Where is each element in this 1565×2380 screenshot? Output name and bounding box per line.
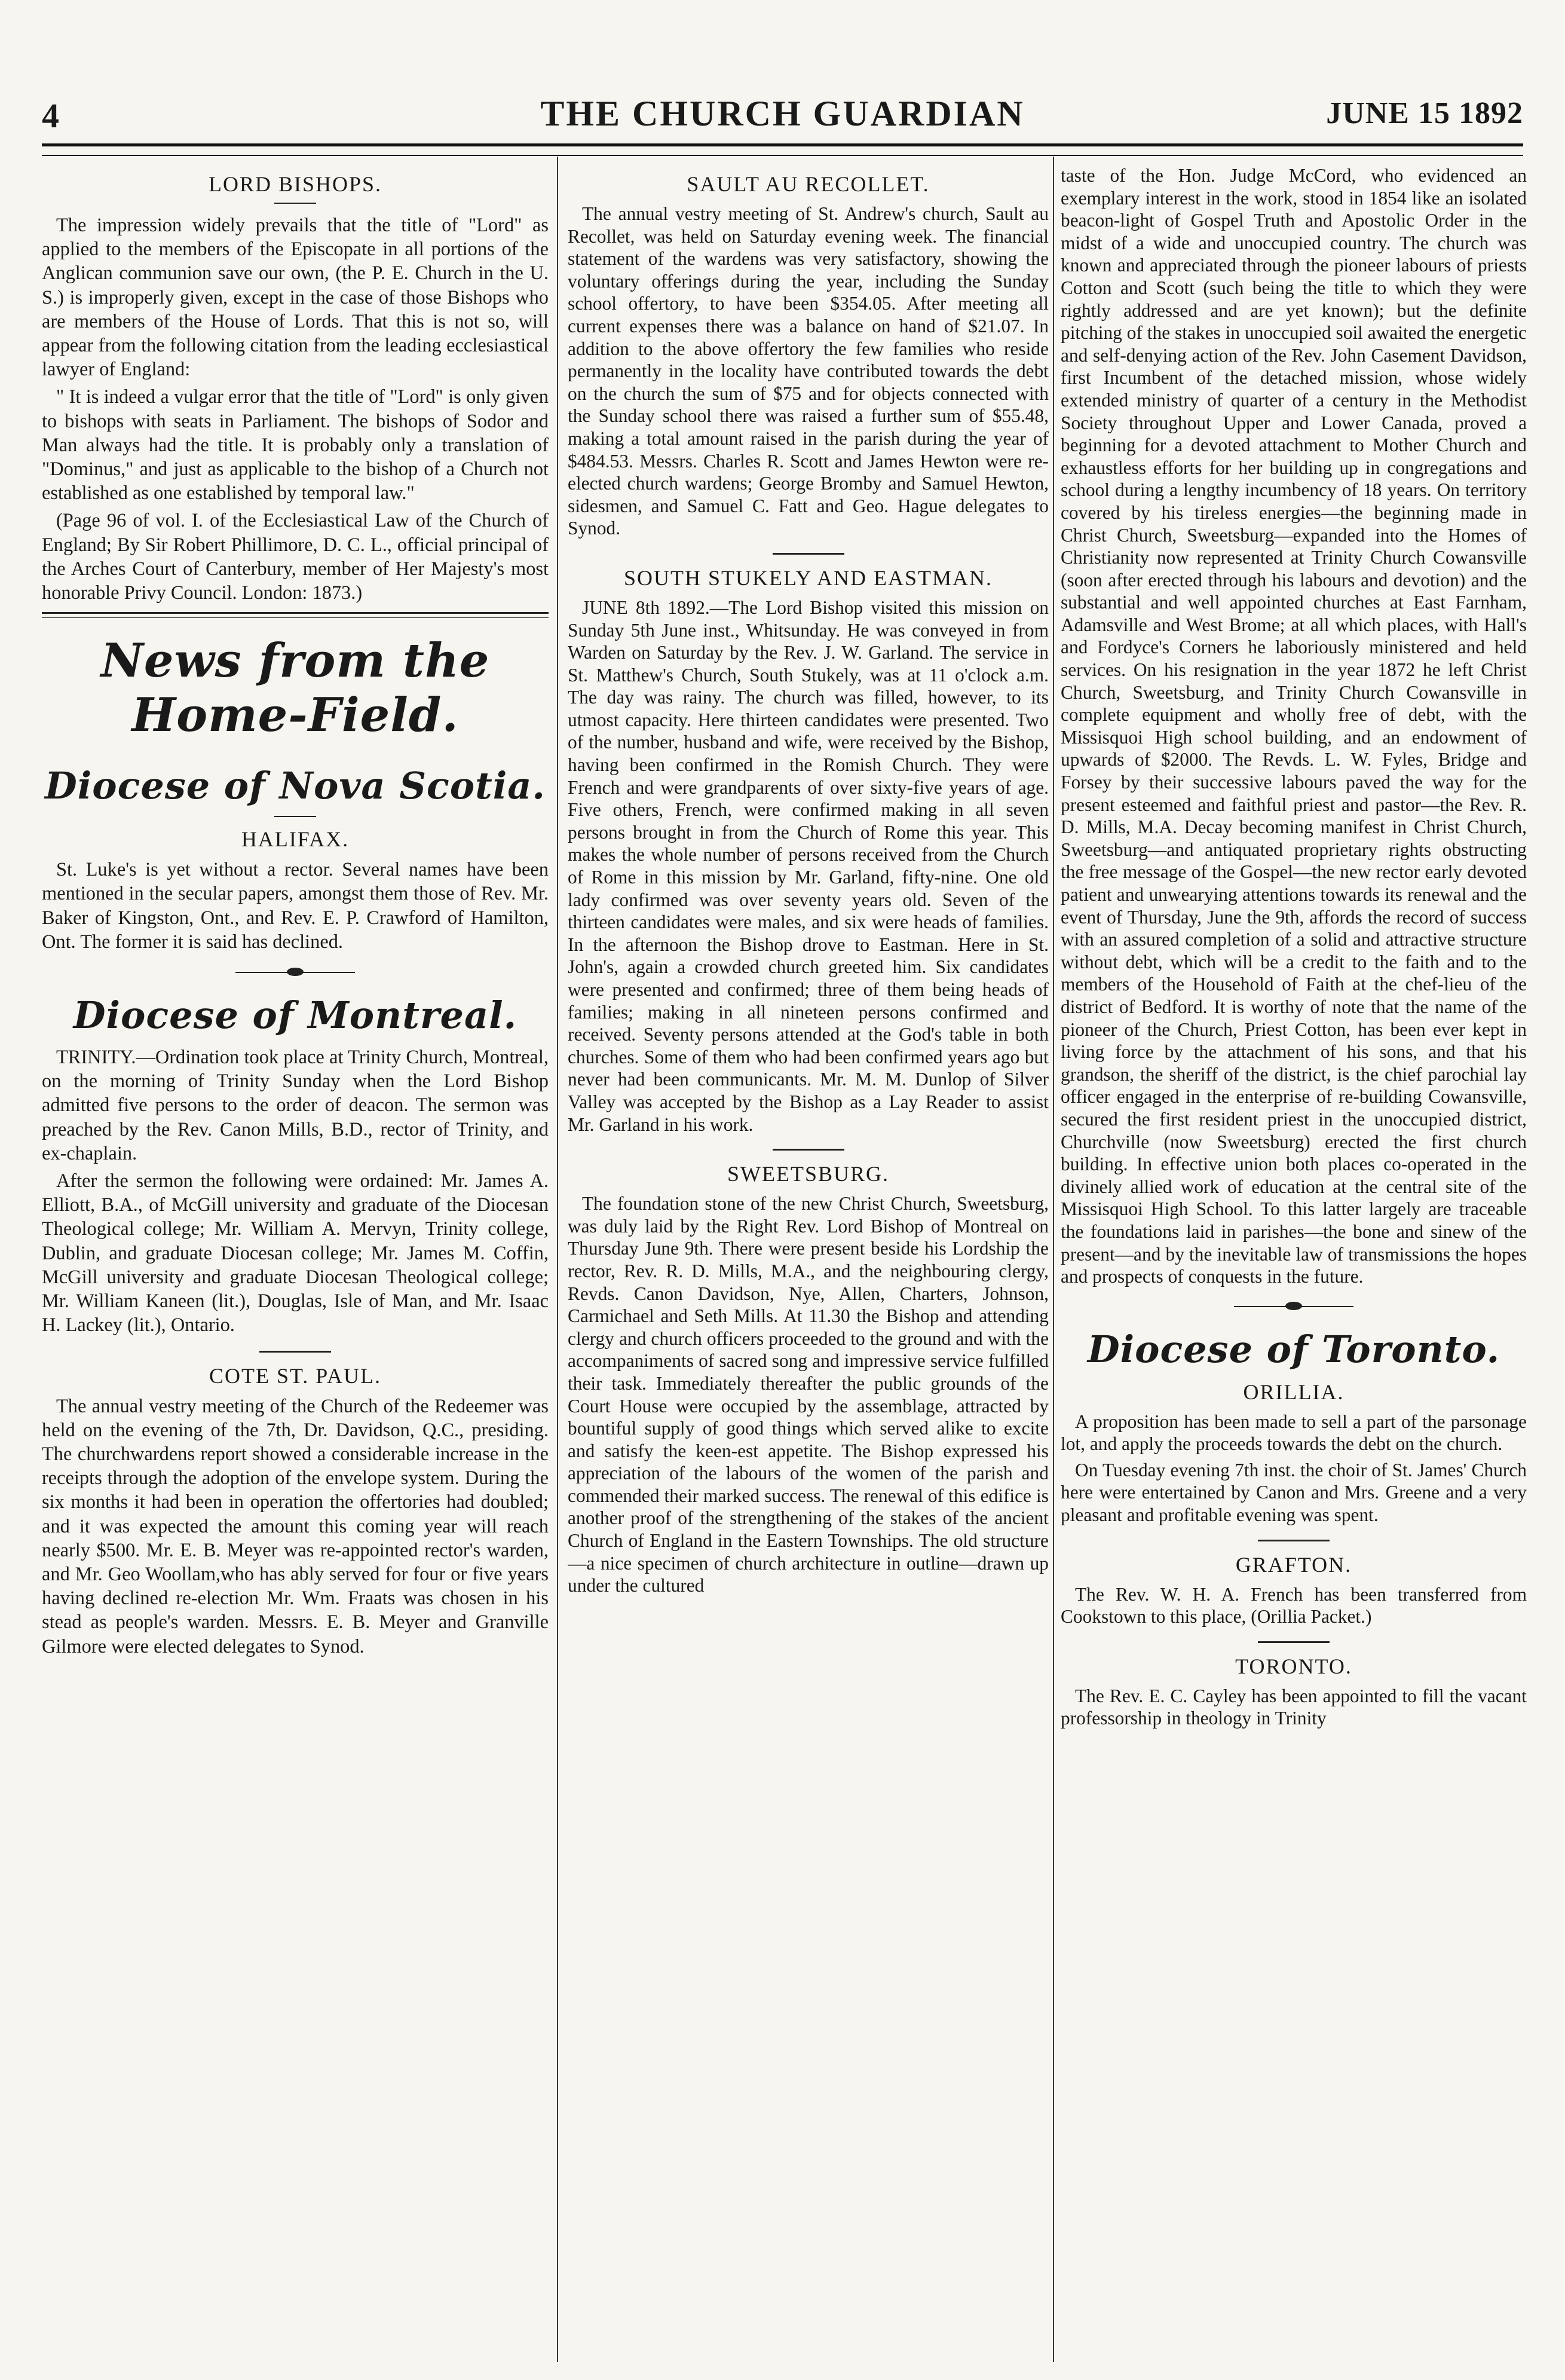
subheading-grafton: GRAFTON. — [1235, 1552, 1352, 1577]
news-section-heading: News from the Home-Field. — [100, 634, 490, 743]
short-divider — [773, 553, 844, 555]
issue-date: JUNE 15 1892 — [1326, 96, 1523, 130]
article-paragraph: After the sermon the following were ordained: Mr. James A. Elliott, B.A., of McGill university and graduate of the Diocesan Theological college; Mr. William A. Mervyn, Trinity college, Dublin, and graduate Diocesan college; Mr. James M. Coffin, McGill university and graduate Diocesan Theological college; Mr. William Kaneen (lit.), Douglas, Isle of Man, and Mr. Isaac H. Lackey (lit.), Ontario. — [42, 1170, 549, 1336]
diocese-heading-montreal: Diocese of Montreal. — [73, 993, 517, 1038]
article-paragraph: The annual vestry meeting of St. Andrew's church, Sault au Recollet, was held on Saturday evening week. The financial statement of the wardens was very satisfactory, showing the voluntary offerings during the year, including the Sunday school offertory, to have been $354.05. After meeting all current expenses there was a balance on hand of $21.07. In addition to the above offertory the few families who reside permanently in the locality have contributed towards the debt on the church the sum of $75 and for objects connected with the Sunday school there was raised a further sum of $55.48, making a total amount raised in the parish during the year of $484.53. Messrs. Charles R. Scott and James Hewton were re-elected church wardens; George Bromby and Samuel Hewton, sidesmen, and Samuel C. Fatt and Geo. Hague delegates to Synod. — [568, 203, 1049, 539]
short-divider — [773, 1149, 844, 1151]
subheading-orillia: ORILLIA. — [1243, 1379, 1345, 1404]
subheading-toronto: TORONTO. — [1235, 1654, 1352, 1678]
section-rule — [42, 612, 549, 618]
short-divider — [1258, 1641, 1330, 1643]
article-paragraph: " It is indeed a vulgar error that the title of "Lord" is only given to bishops with seats in Parliament. The bishops of Sodor and Man always had the title. It is probably only a translation of "Dominus," and just as applicable to the bishop of a Church not established as one established by temporal law." — [42, 386, 549, 504]
article-paragraph: The annual vestry meeting of the Church of the Redeemer was held on the evening of the 7th, Dr. Davidson, Q.C., presiding. The churchwardens report showed a considerable increase in the receipts through the adoption of the envelope system. During the six months it had been in operation the offertories had doubled; and it was expected the amount this coming year will reach nearly $500. Mr. E. B. Meyer was re-appointed rector's warden, and Mr. Geo Woollam,who has ably served for four or five years having declined re-election Mr. Wm. Fraats was chosen in his stead as people's warden. Messrs. E. B. Meyer and Granville Gilmore were elected delegates to Synod. — [42, 1395, 549, 1657]
article-paragraph: taste of the Hon. Judge McCord, who evidenced an exemplary interest in the work, stood in 1854 like an isolated beacon-light of Gospel Truth and Apostolic Order in the midst of a wide and unoccupied country. The church was known and appreciated through the pioneer labours of priests Cotton and Scott (such being the title to which they were rightly addressed and are yet known); but the definite pitching of the stakes in unoccupied soil awaited the energetic and self-denying action of the Rev. John Casement Davidson, first Incumbent of the detached mission, whose widely extended ministry of quarter of a century in the Methodist Society throughout Upper and Lower Canada, proved a beginning for a devoted attachment to Mother Church and exhaustless efforts for her building up in congregations and school during a lengthy incumbency of 18 years. On territory covered by his tireless energies—the beginning made in Christ Church, Sweetsburg—expanded into the Homes of Christianity now represented at Trinity Church Cowansville (soon after erected through his labours and devotion) and the substantial and well appointed churches at East Farnham, Adamsville and West Brome; at all which places, with Hall's and Fordyce's Corners he laboriously ministered and held services. On his resignation in the year 1872 he left Christ Church, Sweetsburg, and Trinity Church Cowansville in complete equipment and wholly free of debt, with the Missisquoi High school building, and an endowment of upwards of $2000. The Revds. L. W. Fyles, Bridge and Forsey by their successive labours paved the way for the present esteemed and faithful priest and pastor—the Rev. R. D. Mills, M.A. Decay becoming manifest in Christ Church, Sweetsburg—and antiquated proprietary rights obstructing the free message of the Gospel—the new rector early devoted patient and unwearying attentions towards its renewal and the event of Thursday, June the 9th, affords the record of success with an assured completion of a solid and attractive structure without debt, which will be a credit to the faith and to the members of the Household of Faith at the chef-lieu of the district of Bedford. It is worthy of note that the name of the pioneer of the Church, Priest Cotton, has been ever kept in living force by the attachment of his sons, and that his grandson, the sheriff of the district, is the chief parochial lay officer engaged in the enterprise of re-building Cowansville, secured the first resident priest in the unoccupied district, Churchville (now Sweetsburg) erected the first church building. In effective union both places co-operated in the divinely allied work of education at the central site of the Missisquoi High School. To this latter largely are traceable the foundations laid in parishes—the bone and sinew of the present—and by the inevitable law of transmissions the hopes and prospects of conquests in the future. — [1061, 165, 1527, 1287]
column-1 — [42, 164, 549, 2364]
article-paragraph: On Tuesday evening 7th inst. the choir of St. James' Church here were entertained by Canon and Mrs. Greene and a very pleasant and profitable evening was spent. — [1061, 1459, 1527, 1526]
diocese-heading-nova-scotia: Diocese of Nova Scotia. — [44, 764, 546, 808]
column-2 — [568, 164, 1049, 2364]
article-paragraph: JUNE 8th 1892.—The Lord Bishop visited this mission on Sunday 5th June inst., Whitsunday. He was conveyed in from Warden on Saturday by the Rev. J. W. Garland. The service in St. Matthew's Church, South Stukely, was at 11 o'clock a.m. The day was rainy. The church was filled, however, to its utmost capacity. Here thirteen candidates were presented. Two of the number, husband and wife, were received by the Bishop, having been confirmed in the Romish Church. They were French and were grandparents of over sixty-five years of age. Five others, French, were confirmed making in all seven persons brought in from the Church of Rome this year. This makes the whole number of persons received from the Church of Rome in this mission by Mr. Garland, fifty-nine. One old lady confirmed was over seventy years old. Seven of the thirteen candidates were males, and six were heads of families. In the afternoon the Bishop drove to Eastman. Here in St. John's, again a crowded church greeted him. Six candidates were presented and confirmed; three of them being heads of families; making in all nineteen persons confirmed and received. Seventy persons attended at the God's table in both churches. Some of them who had been confirmed years ago but never had been communicants. Mr. M. M. Dunlop of Silver Valley was accepted by the Bishop as a Lay Reader to assist Mr. Garland in his work. — [568, 596, 1049, 1135]
article-paragraph: The Rev. W. H. A. French has been transferred from Cookstown to this place, (Orillia Packet.) — [1061, 1583, 1527, 1628]
subheading-sault-au-recollet: SAULT AU RECOLLET. — [687, 172, 930, 196]
subheading-cote-st-paul: COTE ST. PAUL. — [209, 1363, 382, 1388]
column-3 — [1061, 164, 1527, 2364]
article-paragraph: (Page 96 of vol. I. of the Ecclesiastical Law of the Church of England; By Sir Robert Phillimore, D. C. L., official principal of the Arches Court of Canterbury, member of Her Majesty's most honorable Privy Council. London: 1873.) — [42, 510, 549, 604]
masthead — [42, 90, 1523, 143]
ornament-divider — [1234, 1306, 1353, 1313]
subheading-south-stukely: SOUTH STUKELY AND EASTMAN. — [623, 565, 993, 590]
article-paragraph: The impression widely prevails that the title of "Lord" as applied to the members of the Episcopate in all portions of the Anglican communion save our own, (the P. E. Church in the U. S.) is improperly given, except in the case of those Bishops who are members of the House of Lords. That this is not so, will appear from the following citation from the leading ecclesiastical lawyer of England: — [42, 215, 549, 381]
column-divider — [557, 157, 558, 2362]
masthead-rule — [42, 143, 1523, 156]
article-heading-lord-bishops: LORD BISHOPS. — [208, 172, 382, 196]
heading-dash — [274, 203, 316, 204]
newspaper-title: THE CHURCH GUARDIAN — [540, 94, 1025, 133]
short-divider — [259, 1351, 331, 1353]
diocese-heading-toronto: Diocese of Toronto. — [1087, 1327, 1500, 1371]
article-paragraph: A proposition has been made to sell a part of the parsonage lot, and apply the proceeds towards the debt on the church. — [1061, 1411, 1527, 1455]
article-paragraph: The foundation stone of the new Christ Church, Sweetsburg, was duly laid by the Right Rev. Lord Bishop of Montreal on Thursday June 9th. There were present beside his Lordship the rector, Rev. R. D. Mills, M.A., and the neighbouring clergy, Revds. Canon Davidson, Nye, Allen, Charters, Johnson, Carmichael and Seth Mills. At 11.30 the Bishop and attending clergy and church officers proceeded to the ground and with the accompaniments of sacred song and impressive service fulfilled their task. Immediately thereafter the public grounds of the Court House were occupied by the assemblage, attracted by bountiful supply of good things which served alike to excite and satisfy the keen-est appetite. The Bishop expressed his appreciation of the labours of the women of the parish and commended their marked success. The renewal of this edifice is another proof of the strengthening of the stakes of the ancient Church of England in the Eastern Townships. The old structure—a nice specimen of church architecture in outline—drawn up under the cultured — [568, 1193, 1049, 1596]
subheading-sweetsburg: SWEETSBURG. — [727, 1162, 889, 1186]
heading-dash — [274, 816, 316, 817]
article-paragraph: The Rev. E. C. Cayley has been appointed to fill the vacant professorship in theology in Trinity — [1061, 1685, 1527, 1729]
short-divider — [1258, 1540, 1330, 1541]
column-divider — [1053, 157, 1054, 2362]
page-number: 4 — [42, 96, 59, 135]
article-paragraph: TRINITY.—Ordination took place at Trinity Church, Montreal, on the morning of Trinity Sunday when the Lord Bishop admitted five persons to the order of deacon. The sermon was preached by the Rev. Canon Mills, B.D., rector of Trinity, and ex-chaplain. — [42, 1047, 549, 1164]
article-paragraph: St. Luke's is yet without a rector. Several names have been mentioned in the secular papers, amongst them those of Rev. Mr. Baker of Kingston, Ont., and Rev. E. P. Crawford of Hamilton, Ont. The former it is said has declined. — [42, 859, 549, 953]
ornament-divider — [235, 972, 355, 979]
subheading-halifax: HALIFAX. — [241, 827, 350, 852]
